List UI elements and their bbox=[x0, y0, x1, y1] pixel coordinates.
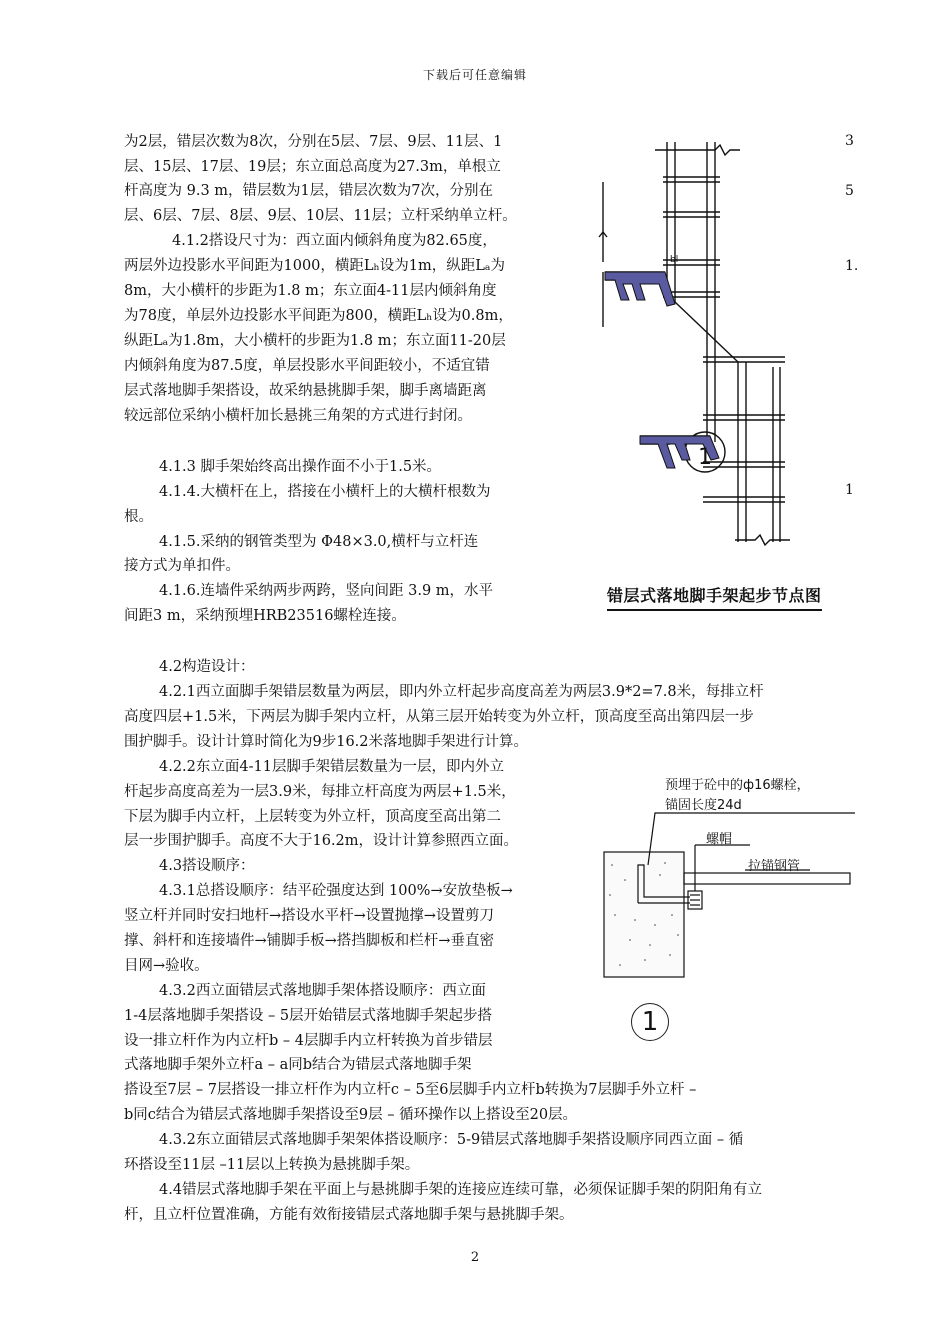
margin-number: 1. bbox=[845, 258, 859, 274]
text-line: 4.1.4.大横杆在上，搭接在小横杆上的大横杆根数为 bbox=[159, 484, 491, 500]
pipe-label: 拉锚钢管 bbox=[748, 859, 801, 874]
text-line: 杆高度为 9.3 m，错层数为1层，错层次数为7次，分别在 bbox=[124, 183, 493, 199]
text-line: 高度四层+1.5米，下两层为脚手架内立杆，从第三层开始转变为外立杆，顶高度至高出第四层一步 bbox=[124, 709, 754, 725]
text-line: 环搭设至11层 –11层以上转换为悬挑脚手架。 bbox=[124, 1157, 420, 1173]
text-line: 4.3.2东立面错层式落地脚手架架体搭设顺序：5-9错层式落地脚手架搭设顺序同西立面 – 循 bbox=[159, 1132, 744, 1148]
text-line: 层一步围护脚手。高度不大于16.2m，设计计算参照西立面。 bbox=[124, 833, 519, 849]
text-line: 两层外边投影水平间距为1000，横距Lₕ设为1m，纵距Lₐ为 bbox=[124, 258, 505, 274]
margin-number: 5 bbox=[845, 183, 854, 199]
text-line: 8m，大小横杆的步距为1.8 m；东立面4-11层内倾斜角度 bbox=[124, 283, 497, 299]
section-heading: 4.2构造设计： bbox=[159, 659, 255, 675]
text-line: 4.3.2西立面错层式落地脚手架体搭设顺序：西立面 bbox=[159, 983, 486, 999]
text-line: 4.2.2东立面4-11层脚手架错层数量为一层，即内外立 bbox=[159, 759, 504, 775]
text-line: 层式落地脚手架搭设，故采纳悬挑脚手架，脚手离墙距离 bbox=[124, 383, 487, 399]
text-line: 1-4层落地脚手架搭设 – 5层开始错层式落地脚手架起步搭 bbox=[124, 1008, 493, 1024]
text-line: 较远部位采纳小横杆加长悬挑三角架的方式进行封闭。 bbox=[124, 408, 472, 424]
text-line: 根。 bbox=[124, 509, 153, 525]
text-line: 4.1.6.连墙件采纳两步两跨，竖向间距 3.9 m，水平 bbox=[159, 583, 494, 599]
nut-label: 螺帽 bbox=[706, 832, 733, 847]
text-line: 式落地脚手架外立杆a – a同b结合为错层式落地脚手架 bbox=[124, 1057, 472, 1073]
text-line: 竖立杆并同时安扫地杆→搭设水平杆→设置抛撑→设置剪刀 bbox=[124, 908, 494, 924]
text-line: 为2层，错层次数为8次，分别在5层、7层、9层、11层、1 bbox=[124, 134, 503, 150]
text-line: 内倾斜角度为87.5度，单层投影水平间距较小，不适宜错 bbox=[124, 358, 490, 374]
text-line: 4.1.5.采纳的钢管类型为 Φ48×3.0,横杆与立杆连 bbox=[159, 534, 479, 550]
text-line: 目网→验收。 bbox=[124, 958, 209, 974]
text-line: 4.1.3 脚手架始终高出操作面不小于1.5米。 bbox=[159, 459, 442, 475]
text-line: 间距3 m，采纳预埋HRB23516螺栓连接。 bbox=[124, 608, 406, 624]
text-line: 4.2.1西立面脚手架错层数量为两层，即内外立杆起步高度高差为两层3.9*2=7.8米，每排立杆 bbox=[159, 684, 764, 700]
text-line: b同c结合为错层式落地脚手架搭设至9层 – 循环操作以上搭设至20层。 bbox=[124, 1107, 578, 1123]
text-line: 为78度，单层外边投影水平间距为800，横距Lₕ设为0.8m， bbox=[124, 308, 513, 324]
section-heading: 4.3搭设顺序： bbox=[159, 858, 255, 874]
text-line: 4.1.2搭设尺寸为：西立面内倾斜角度为82.65度， bbox=[172, 233, 497, 249]
scaffold-node-drawing bbox=[595, 132, 795, 552]
detail-circle-label: 1 bbox=[698, 445, 712, 470]
text-line: 纵距Lₐ为1.8m，大小横杆的步距为1.8 m；东立面11-20层 bbox=[124, 333, 506, 349]
text-line: 撑、斜杆和连接墙件→铺脚手板→搭挡脚板和栏杆→垂直密 bbox=[124, 933, 494, 949]
text-line: 下层为脚手内立杆，上层转变为外立杆，顶高度至高出第二 bbox=[124, 809, 501, 825]
anchor-label-line2: 锚固长度24d bbox=[665, 798, 742, 813]
text-line: 围护脚手。设计计算时简化为9步16.2米落地脚手架进行计算。 bbox=[124, 734, 529, 750]
text-line: 接方式为单扣件。 bbox=[124, 558, 240, 574]
page-header: 下载后可任意编辑 bbox=[422, 68, 527, 82]
text-line: 4.4错层式落地脚手架在平面上与悬挑脚手架的连接应连续可靠，必须保证脚手架的阴阳角有立 bbox=[159, 1182, 763, 1198]
svg-text:bl: bl bbox=[670, 255, 679, 265]
text-line: 4.3.1总搭设顺序：结平砼强度达到 100%→安放垫板→ bbox=[159, 883, 513, 899]
figure-caption: 错层式落地脚手架起步节点图 bbox=[607, 583, 822, 611]
text-line: 设一排立杆作为内立杆b – 4层脚手内立杆转换为首步错层 bbox=[124, 1033, 493, 1049]
text-line: 杆，且立杆位置准确，方能有效衔接错层式落地脚手架与悬挑脚手架。 bbox=[124, 1207, 574, 1223]
detail-circle-label: 1 bbox=[631, 1003, 669, 1041]
margin-number: 1 bbox=[845, 482, 854, 498]
anchor-bolt-drawing bbox=[600, 805, 855, 985]
margin-number: 3 bbox=[845, 133, 854, 149]
text-line: 杆起步高度高差为一层3.9米，每排立杆高度为两层+1.5米， bbox=[124, 784, 516, 800]
page-number: 2 bbox=[470, 1250, 480, 1265]
anchor-label-line1: 预埋于砼中的ф16螺栓， bbox=[665, 778, 810, 793]
text-line: 搭设至7层 – 7层搭设一排立杆作为内立杆c – 5至6层脚手内立杆b转换为7层脚手外立杆 – bbox=[124, 1082, 697, 1098]
text-line: 层、15层、17层、19层；东立面总高度为27.3m，单根立 bbox=[124, 159, 501, 175]
text-line: 层、6层、7层、8层、9层、10层、11层；立杆采纳单立杆。 bbox=[124, 208, 517, 224]
